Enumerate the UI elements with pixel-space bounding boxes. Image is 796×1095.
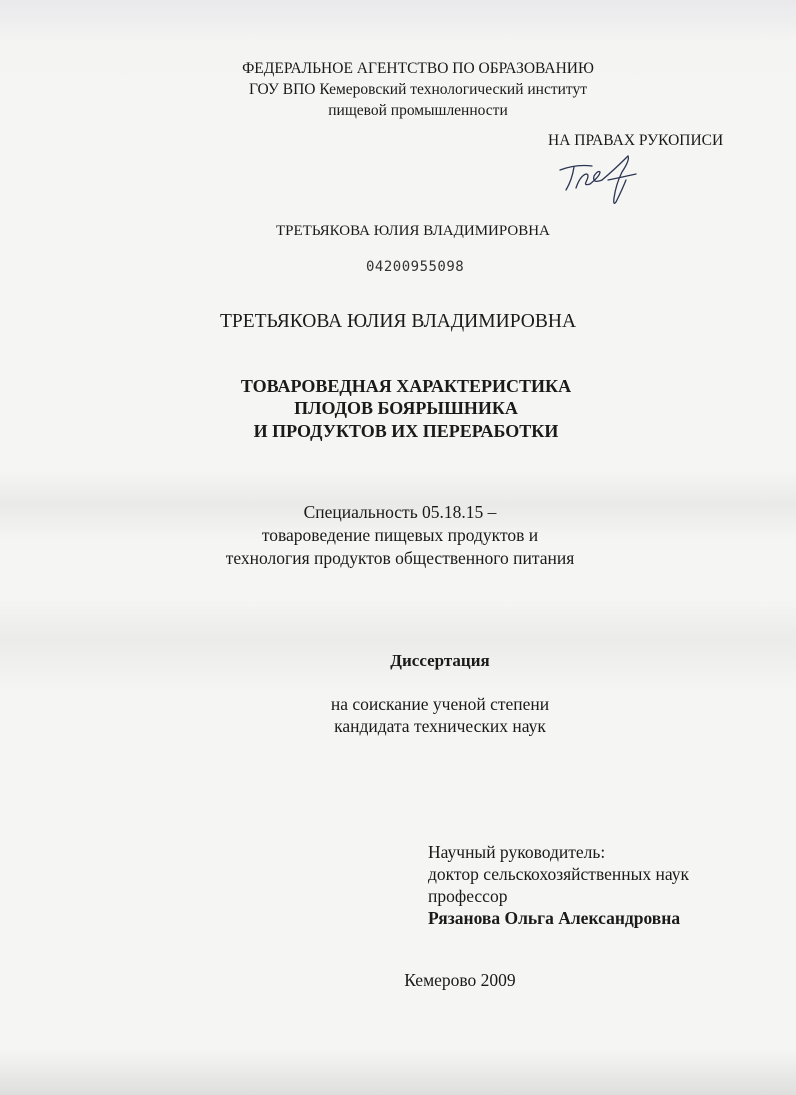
specialty-line: товароведение пищевых продуктов и (261, 525, 539, 545)
supervisor-rank: профессор (428, 886, 508, 906)
signature-icon (556, 150, 652, 210)
author-name: ТРЕТЬЯКОВА ЮЛИЯ ВЛАДИМИРОВНА (219, 311, 577, 332)
header-agency: ФЕДЕРАЛЬНОЕ АГЕНТСТВО ПО ОБРАЗОВАНИЮ (242, 60, 594, 77)
work-type: Диссертация (390, 651, 490, 670)
supervisor-degree: доктор сельскохозяйственных наук (428, 864, 689, 884)
specialty-line: технология продуктов общественного питания (225, 548, 575, 568)
supervisor-name: Рязанова Ольга Александровна (428, 908, 681, 928)
city-year: Кемерово 2009 (404, 970, 516, 990)
title-line: ТОВАРОВЕДНАЯ ХАРАКТЕРИСТИКА (240, 376, 572, 396)
title-line: И ПРОДУКТОВ ИХ ПЕРЕРАБОТКИ (253, 421, 559, 441)
header-institute-cont: пищевой промышленности (328, 102, 508, 119)
specialty-line: Специальность 05.18.15 – (303, 502, 497, 522)
degree-line: кандидата технических наук (334, 716, 546, 736)
title-line: ПЛОДОВ БОЯРЫШНИКА (294, 398, 518, 418)
catalog-code: 04200955098 (366, 259, 465, 275)
supervisor-label: Научный руководитель: (428, 842, 606, 862)
rights-note: НА ПРАВАХ РУКОПИСИ (548, 132, 724, 149)
degree-line: на соискание ученой степени (330, 694, 550, 714)
header-institute: ГОУ ВПО Кемеровский технологический институт (248, 81, 587, 98)
stamp-name: ТРЕТЬЯКОВА ЮЛИЯ ВЛАДИМИРОВНА (276, 223, 550, 239)
